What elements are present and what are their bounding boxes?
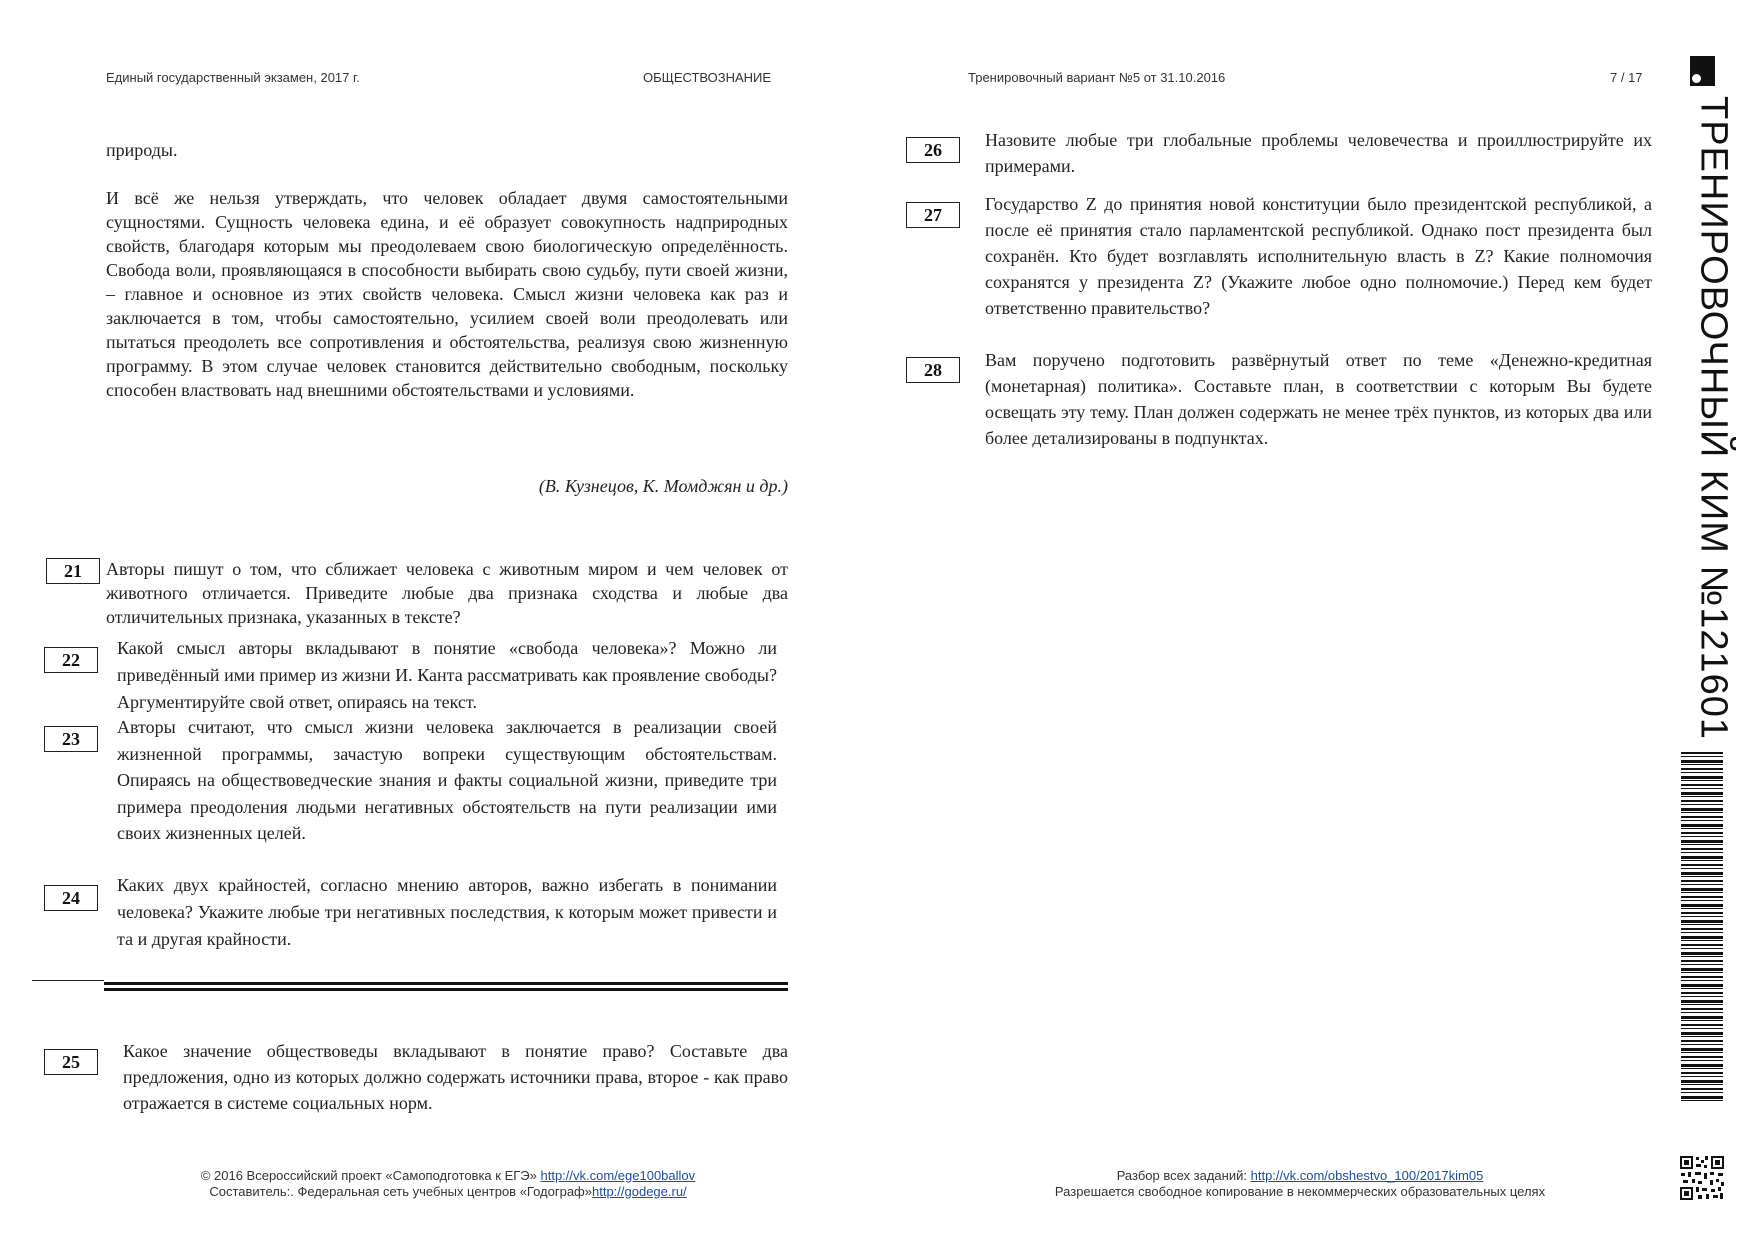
question-number-box: 27	[906, 202, 960, 228]
footer-author: Составитель:. Федеральная сеть учебных центров «Годограф»	[209, 1184, 592, 1199]
footer-right-line1	[1000, 1168, 1600, 1184]
question-number-box: 28	[906, 357, 960, 383]
question-number-box: 21	[46, 558, 100, 584]
separator-thick	[104, 982, 788, 985]
footer-link-analysis[interactable]: http://vk.com/obshestvo_100/2017kim05	[1250, 1168, 1484, 1183]
question-text: Назовите любые три глобальные проблемы человечества и проиллюстрируйте их примерами.	[985, 130, 1652, 176]
question-text: Авторы пишут о том, что сближает человека с животным миром и чем человек от животного отличается. Приведите любые два признака сходства и любые два отличительных признака, указанных в тексте?	[106, 559, 788, 627]
footer-analysis: Разбор всех заданий:	[1116, 1168, 1247, 1183]
footer-left-line2	[148, 1184, 748, 1200]
separator-thin-2	[104, 988, 788, 991]
text-author: (В. Кузнецов, К. Момджян и др.)	[538, 476, 788, 496]
question-text: Какой смысл авторы вкладывают в понятие «свобода человека»? Можно ли приведённый ими пример из жизни И. Канта рассматривать как проявление свободы? Аргументируйте свой ответ, опираясь на текст.	[117, 638, 777, 712]
footer-link-vk[interactable]: http://vk.com/ege100ballov	[540, 1168, 696, 1183]
footer-license: Разрешается свободное копирование в некоммерческих образовательных целях	[1054, 1184, 1546, 1199]
question-text: Авторы считают, что смысл жизни человека заключается в реализации своей жизненной программы, зачастую вопреки существующим обстоятельствам. Опираясь на обществоведческие знания и факты социальной жизни, приведите три примера преодоления людьми негативных обстоятельств на пути реализации ими своих жизненных целей.	[117, 717, 777, 843]
footer-left	[148, 1168, 748, 1200]
question-number-box: 26	[906, 137, 960, 163]
question-text: Государство Z до принятия новой конституции было президентской республикой, а после её принятия стало парламентской республикой. Однако пост президента был сохранён. Кто будет возглавлять исполнительную власть в Z? Какие полномочия сохранятся у президента Z? (Укажите любое одно полномочие.) Перед кем будет ответственно правительство?	[985, 194, 1652, 318]
header-page: 7 / 17	[1610, 70, 1643, 85]
question-text: Какое значение обществоведы вкладывают в понятие право? Составьте два предложения, одно из которых должно содержать источники права, второе - как право отражается в системе социальных норм.	[123, 1041, 788, 1113]
text-paragraph: И всё же нельзя утверждать, что человек обладает двумя самостоятельными сущностями. Сущность человека едина, и её образует совокупность надприродных свойств, благодаря которым мы преодолеваем свою биологическую определённость. Свобода воли, проявляющаяся в способности выбирать свою судьбу, пути своей жизни, – главное и основное из этих свойств человека. Смысл жизни человека как раз и заключается в том, чтобы самостоятельно, усилием своей воли преодолевать или пытаться преодолеть все сопротивления и обстоятельства, реализуя свою жизненную программу. В этом случае человек становится действительно свободным, поскольку способен властвовать над внешними обстоятельствами и условиями.	[106, 188, 788, 400]
vertical-title-text: ТРЕНИРОВОЧНЫЙ КИМ №121601	[1692, 95, 1735, 741]
question-number-box: 22	[44, 647, 98, 673]
question-text: Вам поручено подготовить развёрнутый ответ по теме «Денежно-кредитная (монетарная) политика». Составьте план, в соответствии с которым Вы будете освещать эту тему. План должен содержать не менее трёх пунктов, из которых два или более детализированы в подпунктах.	[985, 350, 1652, 448]
header-exam: Единый государственный экзамен, 2017 г.	[106, 70, 360, 85]
header-variant: Тренировочный вариант №5 от 31.10.2016	[968, 70, 1226, 85]
corner-marker	[1690, 56, 1715, 86]
vertical-title	[1692, 95, 1735, 741]
text-fragment: природы.	[106, 140, 178, 160]
footer-link-godege[interactable]: http://godege.ru/	[591, 1184, 687, 1199]
qr-code	[1679, 1155, 1725, 1201]
header-subject: ОБЩЕСТВОЗНАНИЕ	[643, 70, 772, 85]
question-number-box: 25	[44, 1049, 98, 1075]
barcode	[1681, 752, 1723, 1102]
footer-right	[1000, 1168, 1600, 1200]
question-text: Каких двух крайностей, согласно мнению авторов, важно избегать в понимании человека? Укажите любые три негативных последствия, к которым может привести и та и другая крайности.	[117, 875, 777, 949]
footer-copyright: © 2016 Всероссийский проект «Самоподготовка к ЕГЭ»	[200, 1168, 537, 1183]
question-number-box: 23	[44, 726, 98, 752]
question-number-box: 24	[44, 885, 98, 911]
separator-thin	[32, 980, 104, 981]
footer-left-line1	[148, 1168, 748, 1184]
